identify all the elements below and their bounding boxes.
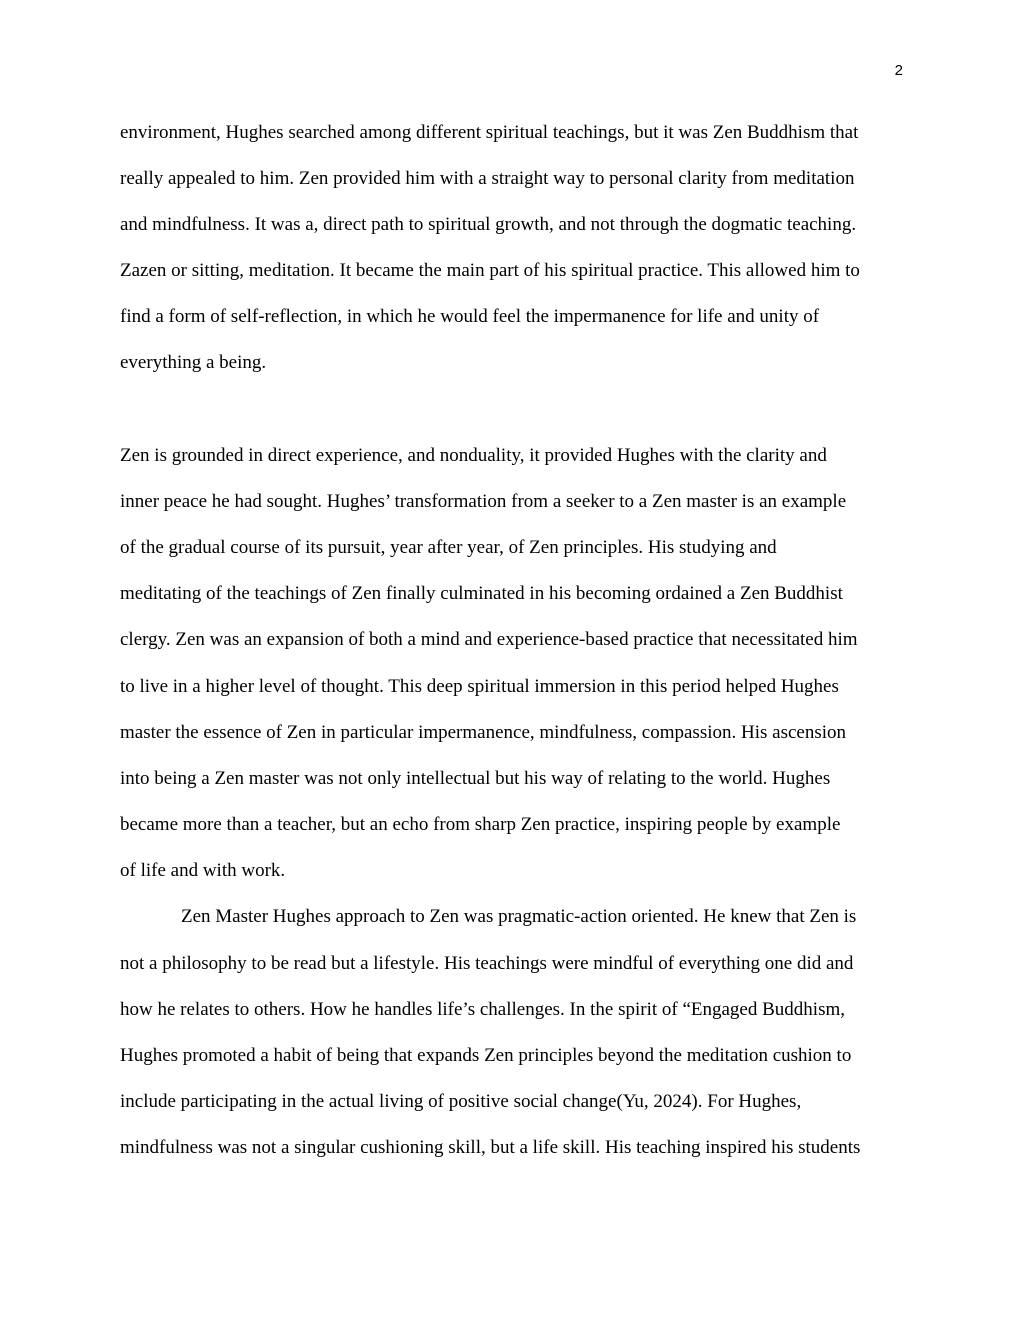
text-line: include participating in the actual living of positive social change(Yu, 2024). For Hughes, (120, 1091, 802, 1112)
text-line: everything a being. (120, 352, 267, 373)
text-line: really appealed to him. Zen provided him with a straight way to personal clarity from meditation (120, 168, 855, 189)
text-line: of the gradual course of its pursuit, year after year, of Zen principles. His studying and (120, 537, 777, 558)
text-line: and mindfulness. It was a, direct path to spiritual growth, and not through the dogmatic teaching. (120, 214, 857, 235)
text-line: find a form of self-reflection, in which he would feel the impermanence for life and unity of (120, 306, 820, 327)
text-line: of life and with work. (120, 860, 286, 881)
text-line: inner peace he had sought. Hughes’ transformation from a seeker to a Zen master is an example (120, 491, 847, 512)
text-line: Hughes promoted a habit of being that expands Zen principles beyond the meditation cushion to (120, 1045, 852, 1066)
text-line: meditating of the teachings of Zen finally culminated in his becoming ordained a Zen Buddhist (120, 583, 843, 604)
text-line: clergy. Zen was an expansion of both a mind and experience-based practice that necessitated him (120, 629, 858, 650)
text-line: into being a Zen master was not only intellectual but his way of relating to the world. Hughes (120, 768, 831, 789)
text-line: not a philosophy to be read but a lifestyle. His teachings were mindful of everything one did and (120, 953, 854, 974)
text-line: environment, Hughes searched among different spiritual teachings, but it was Zen Buddhism that (120, 122, 859, 143)
text-line: to live in a higher level of thought. This deep spiritual immersion in this period helped Hughes (120, 676, 839, 697)
page-number: 2 (894, 62, 903, 79)
text-line: became more than a teacher, but an echo from sharp Zen practice, inspiring people by example (120, 814, 841, 835)
text-line: Zen Master Hughes approach to Zen was pragmatic-action oriented. He knew that Zen is (181, 906, 857, 927)
text-line: mindfulness was not a singular cushioning skill, but a life skill. His teaching inspired his students (120, 1137, 861, 1158)
text-line: how he relates to others. How he handles life’s challenges. In the spirit of “Engaged Buddhism, (120, 999, 845, 1020)
text-line: Zazen or sitting, meditation. It became the main part of his spiritual practice. This allowed him to (120, 260, 860, 281)
text-line: Zen is grounded in direct experience, and nonduality, it provided Hughes with the clarity and (120, 445, 827, 466)
text-line: master the essence of Zen in particular impermanence, mindfulness, compassion. His ascension (120, 722, 846, 743)
